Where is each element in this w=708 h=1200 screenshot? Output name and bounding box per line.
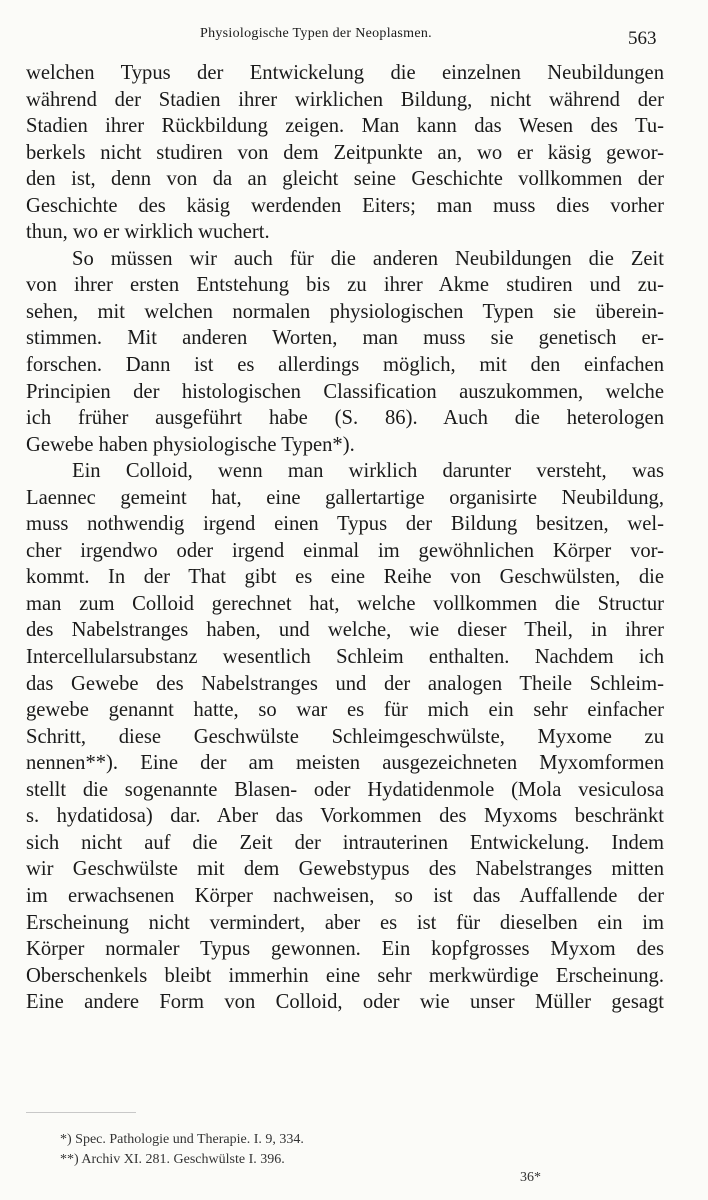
body-text — [26, 60, 664, 1016]
text-line: thun, wo er wirklich wuchert. — [26, 221, 270, 244]
text-line: im erwachsenen Körper nachweisen, so ist das Auffallende der — [26, 884, 664, 907]
text-line: von ihrer ersten Entstehung bis zu ihrer Akme studiren und zu- — [26, 274, 664, 297]
text-line: berkels nicht studiren von dem Zeitpunkte an, wo er käsig gewor- — [26, 141, 664, 164]
text-line: Erscheinung nicht vermindert, aber es ist für dieselben ein im — [26, 911, 664, 934]
text-line: So müssen wir auch für die anderen Neubildungen die Zeit — [72, 247, 664, 270]
text-line: muss nothwendig irgend einen Typus der Bildung besitzen, wel- — [26, 513, 664, 536]
text-line: Körper normaler Typus gewonnen. Ein kopfgrosses Myxom des — [26, 938, 664, 961]
text-line: den ist, denn von da an gleicht seine Geschichte vollkommen der — [26, 168, 664, 191]
text-line: Oberschenkels bleibt immerhin eine sehr merkwürdige Erscheinung. — [26, 964, 664, 987]
text-line: Laennec gemeint hat, eine gallertartige organisirte Neubildung, — [26, 486, 664, 509]
text-line: cher irgendwo oder irgend einmal im gewöhnlichen Körper vor- — [26, 539, 664, 562]
text-line: kommt. In der That gibt es eine Reihe von Geschwülsten, die — [26, 566, 664, 589]
text-line: stimmen. Mit anderen Worten, man muss sie genetisch er- — [26, 327, 664, 350]
text-line: Intercellularsubstanz wesentlich Schleim enthalten. Nachdem ich — [26, 646, 664, 669]
text-line: stellt die sogenannte Blasen- oder Hydatidenmole (Mola vesiculosa — [26, 778, 664, 801]
text-line: während der Stadien ihrer wirklichen Bildung, nicht während der — [26, 88, 664, 111]
text-line: des Nabelstranges haben, und welche, wie dieser Theil, in ihrer — [26, 619, 664, 642]
text-line: Schritt, diese Geschwülste Schleimgeschwülste, Myxome zu — [26, 725, 664, 748]
text-line: sich nicht auf die Zeit der intrauterinen Entwickelung. Indem — [26, 831, 664, 854]
text-line: Geschichte des käsig werdenden Eiters; man muss dies vorher — [26, 194, 664, 217]
text-line: Stadien ihrer Rückbildung zeigen. Man kann das Wesen des Tu- — [26, 115, 664, 138]
footnote-rule — [26, 1112, 136, 1113]
text-line: das Gewebe des Nabelstranges und der analogen Theile Schleim- — [26, 672, 664, 695]
running-title: Physiologische Typen der Neoplasmen. — [200, 26, 432, 41]
text-line: wir Geschwülste mit dem Gewebstypus des Nabelstranges mitten — [26, 858, 664, 881]
text-line: s. hydatidosa) dar. Aber das Vorkommen des Myxoms beschränkt — [26, 805, 664, 828]
footnote: *) Spec. Pathologie und Therapie. I. 9, 334. — [60, 1132, 304, 1147]
text-line: Ein Colloid, wenn man wirklich darunter versteht, was — [72, 460, 664, 483]
text-line: Principien der histologischen Classification auszukommen, welche — [26, 380, 664, 403]
text-line: forschen. Dann ist es allerdings möglich, mit den einfachen — [26, 354, 664, 377]
page-number: 563 — [628, 28, 657, 49]
text-line: ich früher ausgeführt habe (S. 86). Auch die heterologen — [26, 407, 664, 430]
signature-mark: 36* — [520, 1170, 541, 1185]
text-line: Gewebe haben physiologische Typen*). — [26, 433, 355, 456]
footnote: **) Archiv XI. 281. Geschwülste I. 396. — [60, 1152, 285, 1167]
text-line: man zum Colloid gerechnet hat, welche vollkommen die Structur — [26, 592, 664, 615]
footnotes — [60, 1130, 304, 1170]
text-line: gewebe genannt hatte, so war es für mich ein sehr einfacher — [26, 699, 664, 722]
text-line: Eine andere Form von Colloid, oder wie unser Müller gesagt — [26, 991, 664, 1014]
text-line: nennen**). Eine der am meisten ausgezeichneten Myxomformen — [26, 752, 664, 775]
text-line: sehen, mit welchen normalen physiologischen Typen sie überein- — [26, 300, 664, 323]
text-line: welchen Typus der Entwickelung die einzelnen Neubildungen — [26, 62, 664, 84]
